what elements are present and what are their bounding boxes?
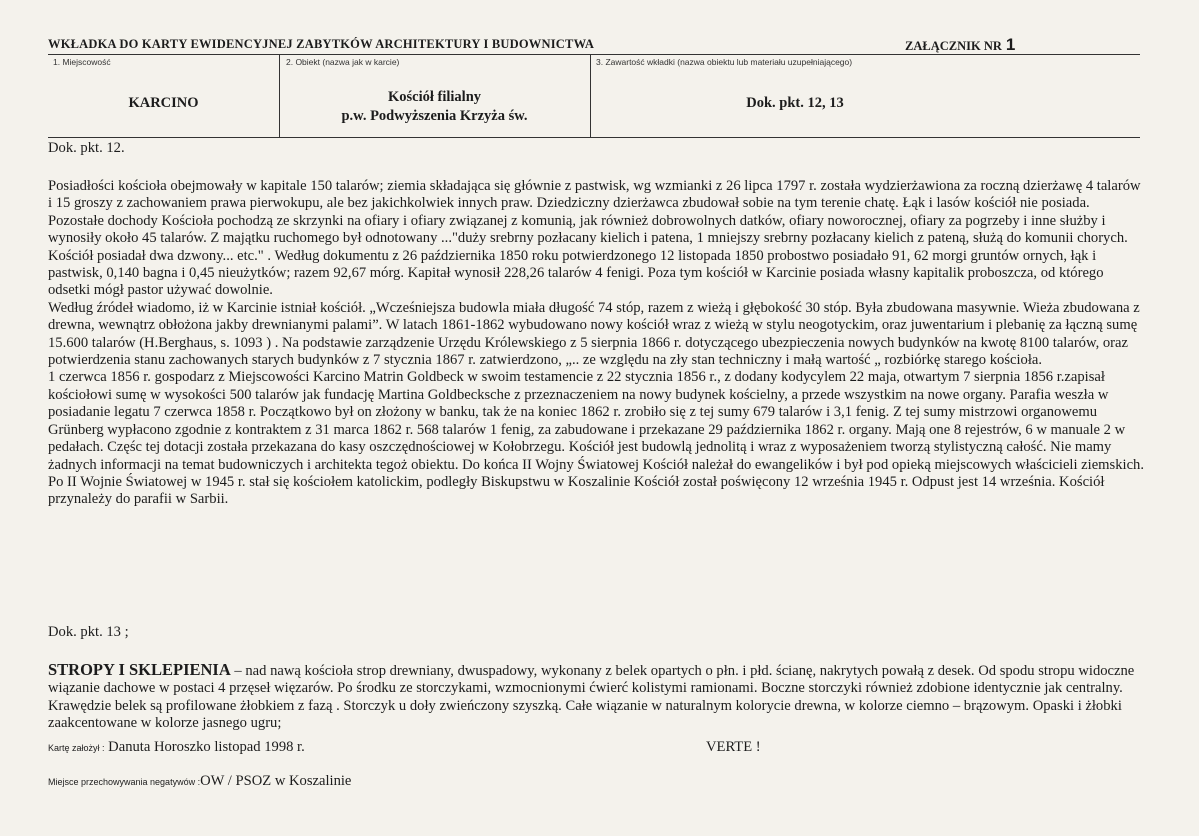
author-value: Danuta Horoszko listopad 1998 r. xyxy=(104,739,305,755)
stropy-paragraph xyxy=(48,661,1153,733)
object-line-2: p.w. Podwyższenia Krzyża św. xyxy=(341,108,528,124)
annex-number: 1 xyxy=(1005,35,1016,54)
section-12-heading: Dok. pkt. 12. xyxy=(48,140,125,156)
stropy-heading: STROPY I SKLEPIENIA xyxy=(48,660,231,679)
verte-note: VERTE ! xyxy=(706,739,761,755)
content-value: Dok. pkt. 12, 13 xyxy=(746,95,844,111)
object-value xyxy=(279,88,590,126)
content-label: 3. Zawartość wkładki (nazwa obiektu lub materiału uzupełniającego) xyxy=(596,57,853,67)
paragraph: 1 czerwca 1856 r. gospodarz z Miejscowości Karcino Matrin Goldbeck w swoim testamencie z 22 stycznia 1856 r., z dodany kodycylem 22 maja, otwartym 7 sierpnia 1856 r.zapisał kościołowi sumę w wysokości 500 talarów jak fundację Martina Goldbecksche z przeznaczeniem na nowy budynek kościelny, a przede wszystkim na nowe organy. Parafia weszła w posiadanie legatu 7 czerwca 1858 r. Początkowo był on złożony w banku, tak że na koniec 1862 r. zrobiło się z tej sumy 679 talarów i 3,1 fenig. Z tej sumy mistrzowi organowemu Grünberg wypłacono zgodnie z kontraktem z 31 marca 1862 r. 568 talarów 1 fenig, za zabudowane i przekazane 29 października 1862 r. organy. Mają one 8 rejestrów, 6 w manuale 2 w pedałach. Częśc tej dotacji została przekazana do kasy oszczędnościowej w Kołobrzegu. Kościół jest budowlą jednolitą i wraz z wyposażeniem tworzą stylistyczną całość. Nie mamy żadnych informacji na temat budowniczych i architekta tegoż obiektu. Do końca II Wojny Światowej Kościół należał do ewangelików i był pod opieką miejscowych właścicieli ziemskich. Po II Wojnie Światowej w 1945 r. stał się kościołem katolickim, podległy Biskupstwu w Koszalinie Kościół został poświęcony 12 września 1945 r. Odpust jest 14 września. Kościół przynależy do parafii w Sarbii. xyxy=(48,369,1144,508)
negatives-value: OW / PSOZ w Koszalinie xyxy=(200,773,352,789)
object-line-1: Kościół filialny xyxy=(387,89,482,105)
annex-label xyxy=(905,35,1015,55)
section-13-heading: Dok. pkt. 13 ; xyxy=(48,624,129,640)
paragraph: Według źródeł wiadomo, iż w Karcinie istniał kościół. „Wcześniejsza budowla miała długość 74 stóp, razem z wieżą i głębokość 30 stóp. Była zbudowana masywnie. Wieża zbudowana z drewna, wewnątrz obłożona jakby drewnianymi palami”. W latach 1861-1862 wybudowano nowy kościół wraz z wieżą w stylu neogotyckim, oraz juwentarium i plebanię za łączną sumę 15.600 talarów (H.Berghaus, s. 1093 ) . Na podstawie zarządzenie Urzędu Królewskiego z 5 sierpnia 1866 r. dotyczącego ubezpieczenia nowych budynków na kwotę 8100 talarów, oraz potwierdzenia stanu zachowanych starych budynków z 7 stycznia 1867 r. zatwierdzono, „.. ze względu na zły stan techniczny i małą wartość „ rozbiórkę starego kościoła. xyxy=(48,299,1140,369)
negatives-line xyxy=(48,773,351,790)
form-title: WKŁADKA DO KARTY EWIDENCYJNEJ ZABYTKÓW ARCHITEKTURY I BUDOWNICTWA xyxy=(48,37,595,51)
header-top-rule xyxy=(48,54,1140,55)
author-line xyxy=(48,739,305,756)
header-bottom-rule xyxy=(48,137,1140,138)
annex-label-text: ZAŁĄCZNIK NR xyxy=(905,39,1002,53)
locality-value: KARCINO xyxy=(128,95,199,111)
locality-label: 1. Miejscowość xyxy=(53,57,111,67)
paragraph: Posiadłości kościoła obejmowały w kapitale 150 talarów; ziemia składająca się głównie z pastwisk, wg wzmianki z 26 lipca 1797 r. została wydzierżawiona za roczną dzierżawę 4 talarów i 15 groszy z zachowaniem prawa pierwokupu, ale bez jakichkolwiek innych praw. Dziedziczny dzierżawca zbudował sobie na tym terenie chatę. Łąk i lasów kościół nie posiada. Pozostałe dochody Kościoła pochodzą ze skrzynki na ofiary i ofiary związanej z komunią, jak również dobrowolnych datków, ofiary noworocznej, ofiary za pogrzeby i inne służby i wynosiły około 45 talarów. Z majątku ruchomego był odnotowany ..."duży srebrny pozłacany kielich i patena, 1 mniejszy srebrny pozłacany kielich z pateną, służą do komunii chorych. Kościół posiadał dwa dzwony... etc." . Według dokumentu z 26 października 1850 roku potwierdzonego 12 listopada 1850 probostwo posiadało 91, 62 morgi gruntów ornych, łąk i pastwisk, 0,140 bagna i 0,45 nieużytków; razem 92,67 mórg. Kapitał wynosił 228,26 talarów 4 fenigi. Poza tym kościół w Karcinie posiada własny kapitalik proboszcza, od którego odsetki mógł pastor używać dowolnie. xyxy=(48,178,1141,299)
object-label: 2. Obiekt (nazwa jak w karcie) xyxy=(286,57,400,67)
author-label: Kartę założył : xyxy=(48,743,105,753)
negatives-label: Miejsce przechowywania negatywów : xyxy=(48,777,201,787)
section-12-body xyxy=(48,178,1148,509)
stropy-text: – nad nawą kościoła strop drewniany, dwuspadowy, wykonany z belek opartych o płn. i płd. ścianę, nakrytych powałą z desek. Od spodu stropu widoczne wiązanie dachowe w postaci 4 przęseł więzarów. Po środku ze storczykami, wzmocnionymi ćwierć kolistymi ramionami. Boczne storczyki również zdobione identycznie jak centralny. Krawędzie belek są profilowane żłobkiem z fazą . Storczyk u doły zwieńczony szyszką. Całe wiązanie w naturalnym kolorycie drewna, w kolorze ciemno – brązowym. Opaski i żłobki zaakcentowane w kolorze jasnego ugru; xyxy=(48,663,1135,732)
